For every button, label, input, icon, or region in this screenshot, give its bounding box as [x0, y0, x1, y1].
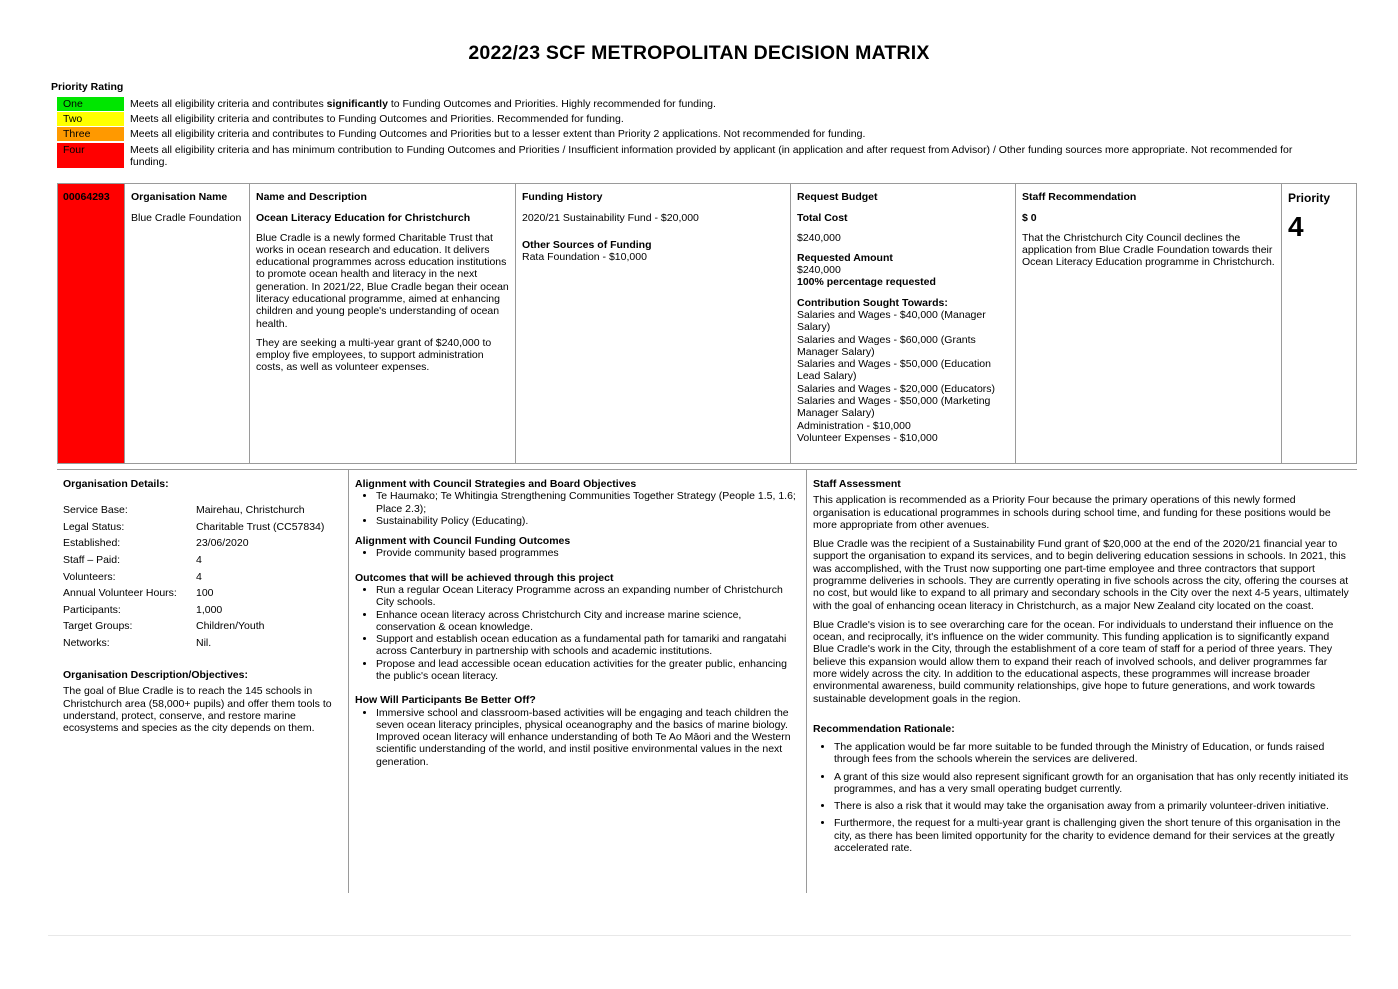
- org-name-cell: [125, 184, 250, 463]
- list-item: • Te Haumako; Te Whitingia Strengthening Communities Together Strategy (People 1.5, 1.6; Place 2.3);: [376, 490, 800, 515]
- funding-history-header: Funding History: [522, 191, 603, 203]
- funding-history: 2020/21 Sustainability Fund - $20,000: [522, 212, 699, 225]
- org-description-header: Organisation Description/Objectives:: [63, 669, 248, 682]
- total-cost-label: Total Cost: [797, 212, 848, 225]
- rationale-list: [813, 741, 1351, 854]
- requested-amount: $240,000: [797, 264, 841, 277]
- contribution-item: Salaries and Wages - $50,000 (Education Lead Salary): [797, 358, 991, 383]
- contribution-item: Administration - $10,000: [797, 419, 911, 432]
- contribution-item: Salaries and Wages - $50,000 (Marketing Manager Salary): [797, 394, 991, 420]
- rationale-header: Recommendation Rationale:: [813, 722, 955, 735]
- org-name: Blue Cradle Foundation: [131, 212, 242, 225]
- description-para-2: They are seeking a multi-year grant of $240,000 to employ five employees, to support administration costs, as well as volunteer expenses.: [256, 336, 492, 374]
- staff-assessment-header: Staff Assessment: [813, 478, 901, 490]
- outcomes-list: [355, 584, 800, 682]
- priority-swatch-three: Three: [57, 127, 124, 141]
- strategies-header: Alignment with Council Strategies and Board Objectives: [355, 478, 637, 490]
- contribution-label: Contribution Sought Towards:: [797, 296, 948, 309]
- detail-row: Annual Volunteer Hours: 100: [63, 587, 214, 600]
- requested-amount-label: Requested Amount: [797, 251, 893, 264]
- detail-row: Networks: Nil.: [63, 636, 212, 649]
- list-item: • Sustainability Policy (Educating).: [376, 515, 800, 527]
- priority-header: Priority: [1288, 191, 1331, 205]
- outcomes-header: Outcomes that will be achieved through this project: [355, 571, 614, 584]
- staff-recommendation-cell: [1016, 184, 1282, 463]
- list-item: • Provide community based programmes: [376, 547, 800, 559]
- project-title: Ocean Literacy Education for Christchurch: [256, 212, 471, 225]
- page-title: 2022/23 SCF METROPOLITAN DECISION MATRIX: [468, 42, 930, 64]
- list-item: • Support and establish ocean education as a fundamental path for tamariki and rangatahi across Canterbury in partnership with schools and academic institutions.: [376, 633, 800, 658]
- priority-swatch-one: One: [57, 97, 124, 111]
- request-budget-header: Request Budget: [797, 191, 878, 203]
- other-sources-header: Other Sources of Funding: [522, 238, 652, 251]
- detail-row: Staff – Paid: 4: [63, 554, 202, 567]
- application-summary-table: [57, 183, 1357, 464]
- other-sources: Rata Foundation - $10,000: [522, 250, 647, 263]
- funding-outcomes-header: Alignment with Council Funding Outcomes: [355, 535, 571, 548]
- contribution-item: Salaries and Wages - $60,000 (Grants Manager Salary): [797, 333, 976, 358]
- list-item: • Enhance ocean literacy across Christchurch City and increase marine science, conservation & ocean knowledge.: [376, 609, 800, 634]
- funding-history-cell: [516, 184, 791, 463]
- priority-swatch-four: Four: [57, 143, 124, 168]
- priority-rating-row-three: [57, 127, 1317, 141]
- priority-rating-row-two: [57, 112, 1317, 126]
- org-description: The goal of Blue Cradle is to reach the 145 schools in Christchurch area (58,000+ pupils) and offer them tools to understand, protect, conserve, and restore marine ecosystems and species as the city depends on them.: [63, 685, 332, 735]
- list-item: • A grant of this size would also represent significant growth for an organisation that has only recently initiated its programmes, and has a very small operating budget currently.: [834, 771, 1351, 796]
- detail-row: Established: 23/06/2020: [63, 537, 249, 550]
- strategies-list: [355, 490, 800, 527]
- alignment-column: [348, 470, 806, 893]
- detail-row: Target Groups: Children/Youth: [63, 620, 265, 633]
- funding-outcomes-list: [355, 547, 800, 559]
- org-details-header: Organisation Details:: [63, 478, 169, 490]
- org-details-column: [57, 470, 348, 893]
- contribution-item: Salaries and Wages - $40,000 (Manager Salary): [797, 308, 986, 334]
- priority-desc-four: Meets all eligibility criteria and has minimum contribution to Funding Outcomes and Priorities / Insufficient information provided by applicant (in application and after request from Advisor) / Other funding sources more appropriate. Not recommended for funding.: [130, 144, 1293, 169]
- priority-desc-three: Meets all eligibility criteria and contributes to Funding Outcomes and Priorities but to a lesser extent than Priority 2 applications. Not recommended for funding.: [130, 128, 866, 140]
- list-item: • Immersive school and classroom-based activities will be engaging and teach children the seven ocean literacy principles, physical oceanography and the basics of marine biology. Improved ocean literacy will enhance understanding of both Te Ao Māori and the Western scientific understanding of the world, and instil positive environmental values in the next generation.: [376, 707, 800, 768]
- application-id: 00064293: [58, 184, 125, 463]
- priority-desc-one: Meets all eligibility criteria and contributes significantly to Funding Outcomes and Priorities. Highly recommended for funding.: [130, 98, 716, 110]
- staff-assessment-column: [806, 470, 1357, 893]
- priority-swatch-two: Two: [57, 112, 124, 126]
- contribution-item: Salaries and Wages - $20,000 (Educators): [797, 382, 996, 395]
- priority-rating-heading: Priority Rating: [51, 81, 124, 93]
- priority-rating-row-four: [57, 143, 1317, 169]
- detail-row: Legal Status: Charitable Trust (CC57834): [63, 520, 325, 533]
- list-item: • The application would be far more suitable to be funded through the Ministry of Education, or funds raised through fees from the schools wherein the services are delivered.: [834, 741, 1351, 766]
- request-budget-cell: [791, 184, 1016, 463]
- assessment-section: [57, 469, 1357, 893]
- contribution-item: Volunteer Expenses - $10,000: [797, 431, 938, 444]
- priority-value: 4: [1288, 211, 1304, 243]
- detail-row: Service Base: Mairehau, Christchurch: [63, 504, 305, 517]
- percentage-requested: 100% percentage requested: [797, 276, 936, 289]
- staff-recommendation-header: Staff Recommendation: [1022, 191, 1137, 203]
- list-item: • Propose and lead accessible ocean education activities for the greater public, enhancing the public's ocean literacy.: [376, 658, 800, 683]
- list-item: • Run a regular Ocean Literacy Programme across an expanding number of Christchurch City schools.: [376, 584, 800, 609]
- participants-list: [355, 707, 800, 768]
- footer-divider: [48, 935, 1351, 936]
- staff-recommendation-amount: $ 0: [1022, 212, 1037, 225]
- total-cost: $240,000: [797, 231, 841, 244]
- participants-header: How Will Participants Be Better Off?: [355, 694, 536, 707]
- priority-cell: [1282, 184, 1356, 463]
- name-description-cell: [250, 184, 516, 463]
- priority-desc-two: Meets all eligibility criteria and contributes to Funding Outcomes and Priorities. Recommended for funding.: [130, 113, 624, 125]
- assessment-para: This application is recommended as a Priority Four because the primary operations of this newly formed organisation is educational programmes in schools during school time, and funding for these positions would be more appropriate from other avenues.: [813, 494, 1331, 531]
- staff-recommendation-text: That the Christchurch City Council declines the application from Blue Cradle Foundation towards their Ocean Literacy Education programme in Christchurch.: [1022, 231, 1275, 269]
- org-name-header: Organisation Name: [131, 191, 228, 203]
- assessment-para: Blue Cradle's vision is to see overarching care for the ocean. For individuals to understand their influence on the ocean, and reciprocally, it's influence on the wider community. This funding application is to significantly expand Blue Cradle's work in the City, through the establishment of a core team of staff for a period of three years. They believe this expansion would allow them to expand their reach of involved schools, and deliver programmes far more widely across the city. In addition to the educational aspects, these programmes will increase broader environmental awareness, build community relationships, give hope to future generations, and work towards sustainable development goals in the region.: [813, 618, 1334, 705]
- detail-row: Participants: 1,000: [63, 603, 223, 616]
- assessment-para: Blue Cradle was the recipient of a Sustainability Fund grant of $20,000 at the end of the 2020/21 financial year to support the organisation to expand its services, and to begin delivering education sessions in schools. In 2021, this was accomplished, with the Trust now supporting one part-time employee and three contractors that support programme deliveries in schools. They are currently operating in five schools across the city, offering the courses at no cost, but would like to expand to all primary and secondary schools in the City over the next 4-5 years, ultimately with the goal of enhancing ocean literacy in Christchurch, as a major New Zealand city located on the coast.: [813, 538, 1349, 612]
- priority-rating-row-one: [57, 97, 1317, 111]
- list-item: • There is also a risk that it would may take the organisation away from a primarily volunteer-driven initiative.: [834, 800, 1351, 812]
- name-description-header: Name and Description: [256, 191, 367, 203]
- description-para-1: Blue Cradle is a newly formed Charitable Trust that works in ocean research and education. It delivers educational programmes across education institutions to promote ocean health and literacy in the next generation. In 2021/22, Blue Cradle began their ocean literacy educational programme, aimed at enhancing children and young people's understanding of ocean health.: [256, 231, 509, 330]
- list-item: • Furthermore, the request for a multi-year grant is challenging given the short tenure of this organisation in the city, as there has been limited opportunity for the charity to evidence demand for their services at the greatly accelerated rate.: [834, 817, 1351, 854]
- detail-row: Volunteers: 4: [63, 570, 202, 583]
